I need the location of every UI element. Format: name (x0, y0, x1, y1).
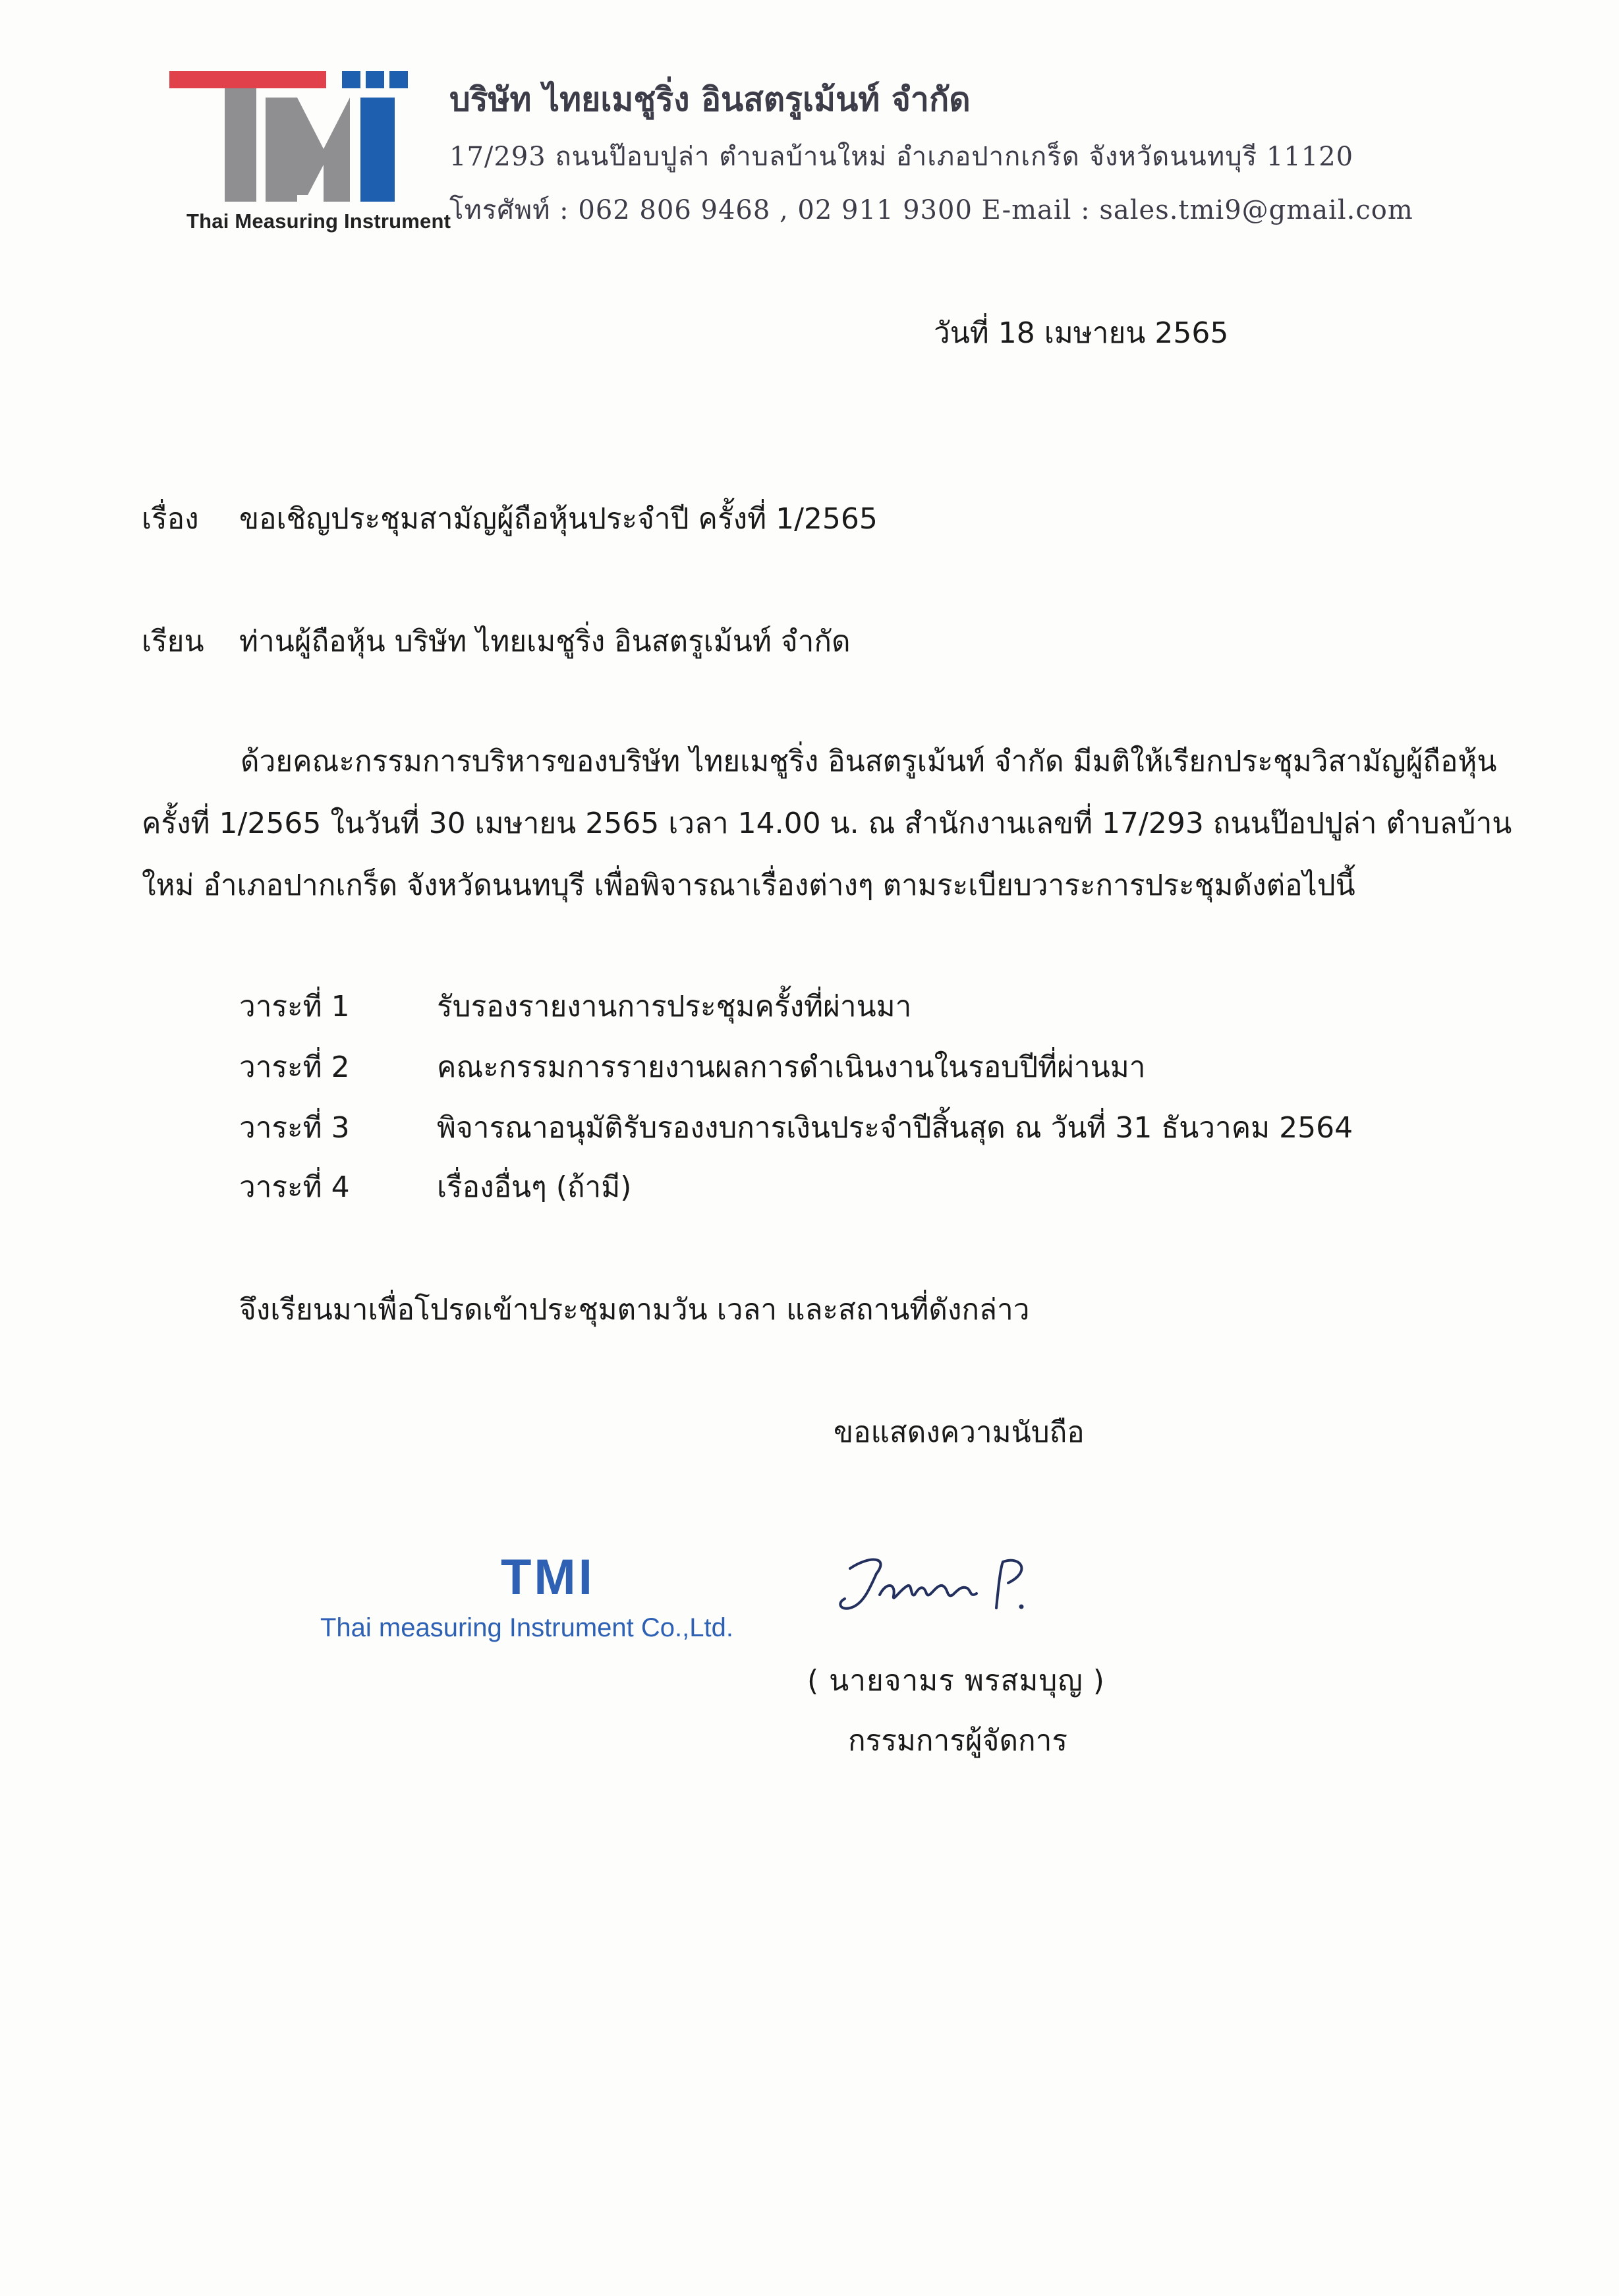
company-name: บริษัท ไทยเมชูริ่ง อินสตรูเม้นท์ จำกัด (449, 80, 971, 119)
agenda-item-label: วาระที่ 4 (239, 1170, 350, 1204)
company-contact: โทรศัพท์ : 062 806 9468 , 02 911 9300 E-mail : sales.tmi9@gmail.com (449, 195, 1413, 225)
company-logo (168, 71, 451, 239)
body-line: ครั้งที่ 1/2565 ในวันที่ 30 เมษายน 2565 เวลา 14.00 น. ณ สำนักงานเลขที่ 17/293 ถนนป๊อปปูล่า ตำบลบ้าน (142, 807, 1512, 840)
tmi-logo-mark (168, 71, 418, 208)
letter-date: วันที่ 18 เมษายน 2565 (934, 316, 1229, 350)
agenda-item-label: วาระที่ 3 (239, 1111, 350, 1145)
logo-caption: Thai Measuring Instrument (186, 210, 451, 233)
company-stamp-letters: TMI (501, 1549, 595, 1605)
company-stamp-name: Thai measuring Instrument Co.,Ltd. (320, 1613, 733, 1642)
agenda-item-text: คณะกรรมการรายงานผลการดำเนินงานในรอบปีที่ผ่านมา (437, 1050, 1146, 1084)
agenda-item-text: พิจารณาอนุมัติรับรองงบการเงินประจำปีสิ้นสุด ณ วันที่ 31 ธันวาคม 2564 (437, 1111, 1353, 1145)
agenda-item-label: วาระที่ 2 (239, 1050, 350, 1084)
recipient-text: ท่านผู้ถือหุ้น บริษัท ไทยเมชูริ่ง อินสตรูเม้นท์ จำกัด (239, 625, 851, 658)
recipient-label: เรียน (142, 625, 204, 658)
closing-request: จึงเรียนมาเพื่อโปรดเข้าประชุมตามวัน เวลา และสถานที่ดังกล่าว (239, 1293, 1030, 1327)
agenda-item-text: รับรองรายงานการประชุมครั้งที่ผ่านมา (437, 990, 912, 1023)
handwritten-signature (830, 1542, 1048, 1641)
agenda-item-text: เรื่องอื่นๆ (ถ้ามี) (437, 1170, 632, 1204)
sign-off: ขอแสดงความนับถือ (834, 1416, 1085, 1449)
agenda-item-label: วาระที่ 1 (239, 990, 350, 1023)
subject-label: เรื่อง (142, 502, 199, 536)
body-line: ใหม่ อำเภอปากเกร็ด จังหวัดนนทบุรี เพื่อพิจารณาเรื่องต่างๆ ตามระเบียบวาระการประชุมดังต่อไปนี้ (142, 869, 1355, 902)
body-line: ด้วยคณะกรรมการบริหารของบริษัท ไทยเมชูริ่ง อินสตรูเม้นท์ จำกัด มีมติให้เรียกประชุมวิสามัญผู้ถือหุ้น (241, 745, 1497, 778)
company-address: 17/293 ถนนป๊อบปูล่า ตำบลบ้านใหม่ อำเภอปากเกร็ด จังหวัดนนทบุรี 11120 (449, 142, 1354, 172)
subject-text: ขอเชิญประชุมสามัญผู้ถือหุ้นประจำปี ครั้งที่ 1/2565 (239, 502, 878, 536)
signer-title: กรรมการผู้จัดการ (848, 1724, 1068, 1758)
signer-name: ( นายจามร พรสมบุญ ) (807, 1664, 1105, 1698)
